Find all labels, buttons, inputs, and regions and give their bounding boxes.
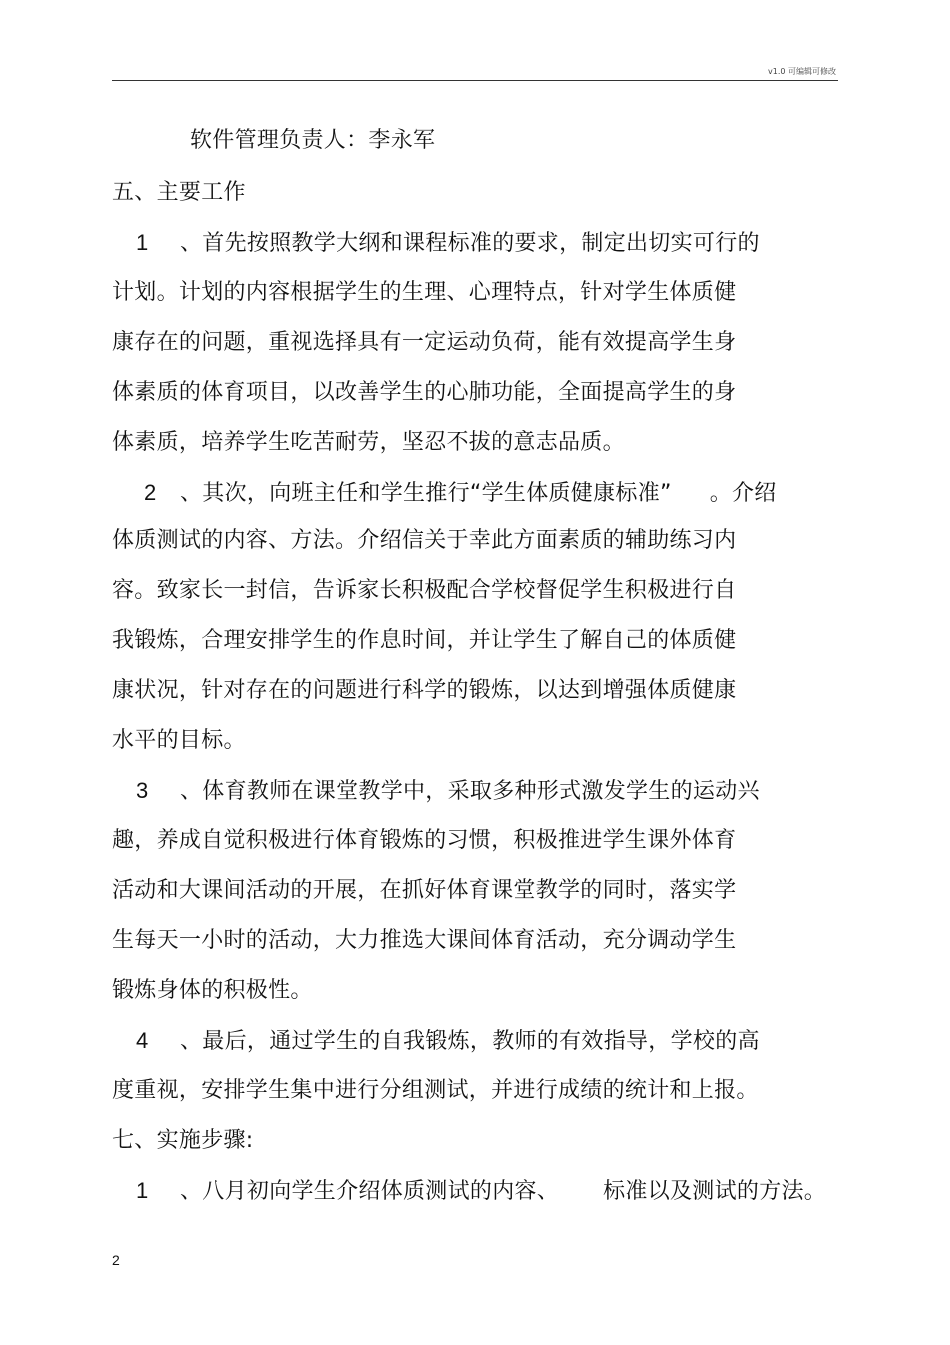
section5-item4-line1 (112, 1028, 760, 1055)
section5-heading: 五、主要工作 (112, 180, 246, 205)
section5-item1-line1 (112, 230, 760, 257)
section5-item2-line1 (112, 480, 777, 507)
paragraph-line: 康存在的问题，重视选择具有一定运动负荷，能有效提高学生身 (112, 330, 737, 355)
paragraph-line: 体素质的体育项目，以改善学生的心肺功能，全面提高学生的身 (112, 380, 737, 405)
section7-heading: 七、实施步骤: (112, 1128, 254, 1153)
header-divider (112, 80, 838, 81)
section5-item3-line1 (112, 778, 760, 805)
paragraph-line: 体质测试的内容、方法。介绍信关于幸此方面素质的辅助练习内 (112, 528, 737, 553)
paragraph-line: 康状况，针对存在的问题进行科学的锻炼，以达到增强体质健康 (112, 678, 737, 703)
paragraph-line: 容。致家长一封信，告诉家长积极配合学校督促学生积极进行自 (112, 578, 737, 603)
paragraph-line: 体素质，培养学生吃苦耐劳，坚忍不拔的意志品质。 (112, 430, 625, 455)
paragraph-line: 生每天一小时的活动，大力推选大课间体育活动，充分调动学生 (112, 928, 737, 953)
manager-line: 软件管理负责人：李永军 (190, 128, 436, 153)
paragraph-text: 。介绍 (709, 481, 777, 506)
paragraph-line: 活动和大课间活动的开展，在抓好体育课堂教学的同时，落实学 (112, 878, 737, 903)
paragraph-text: 、其次，向班主任和学生推行“学生体质健康标准” (180, 481, 672, 506)
paragraph-line: 我锻炼，合理安排学生的作息时间，并让学生了解自己的体质健 (112, 628, 737, 653)
item-number: 2 (144, 480, 157, 505)
header-version-note: v1.0 可编辑可修改 (768, 67, 836, 76)
paragraph-text: 、首先按照教学大纲和课程标准的要求，制定出切实可行的 (180, 231, 760, 256)
item-number: 1 (136, 230, 149, 255)
paragraph-text: 标准以及测试的方法。 (603, 1179, 827, 1204)
page-number: 2 (112, 1252, 120, 1268)
paragraph-line: 锻炼身体的积极性。 (112, 978, 313, 1003)
section7-item1-line1 (112, 1178, 826, 1205)
item-number: 1 (136, 1178, 149, 1203)
paragraph-text: 、八月初向学生介绍体质测试的内容、 (180, 1179, 560, 1204)
paragraph-line: 度重视，安排学生集中进行分组测试，并进行成绩的统计和上报。 (112, 1078, 759, 1103)
paragraph-text: 、体育教师在课堂教学中，采取多种形式激发学生的运动兴 (180, 779, 760, 804)
paragraph-line: 计划。计划的内容根据学生的生理、心理特点，针对学生体质健 (112, 280, 737, 305)
paragraph-line: 水平的目标。 (112, 728, 246, 753)
paragraph-line: 趣，养成自觉积极进行体育锻炼的习惯，积极推进学生课外体育 (112, 828, 737, 853)
item-number: 3 (136, 778, 149, 803)
item-number: 4 (136, 1028, 149, 1053)
paragraph-text: 、最后，通过学生的自我锻炼，教师的有效指导，学校的高 (180, 1029, 760, 1054)
